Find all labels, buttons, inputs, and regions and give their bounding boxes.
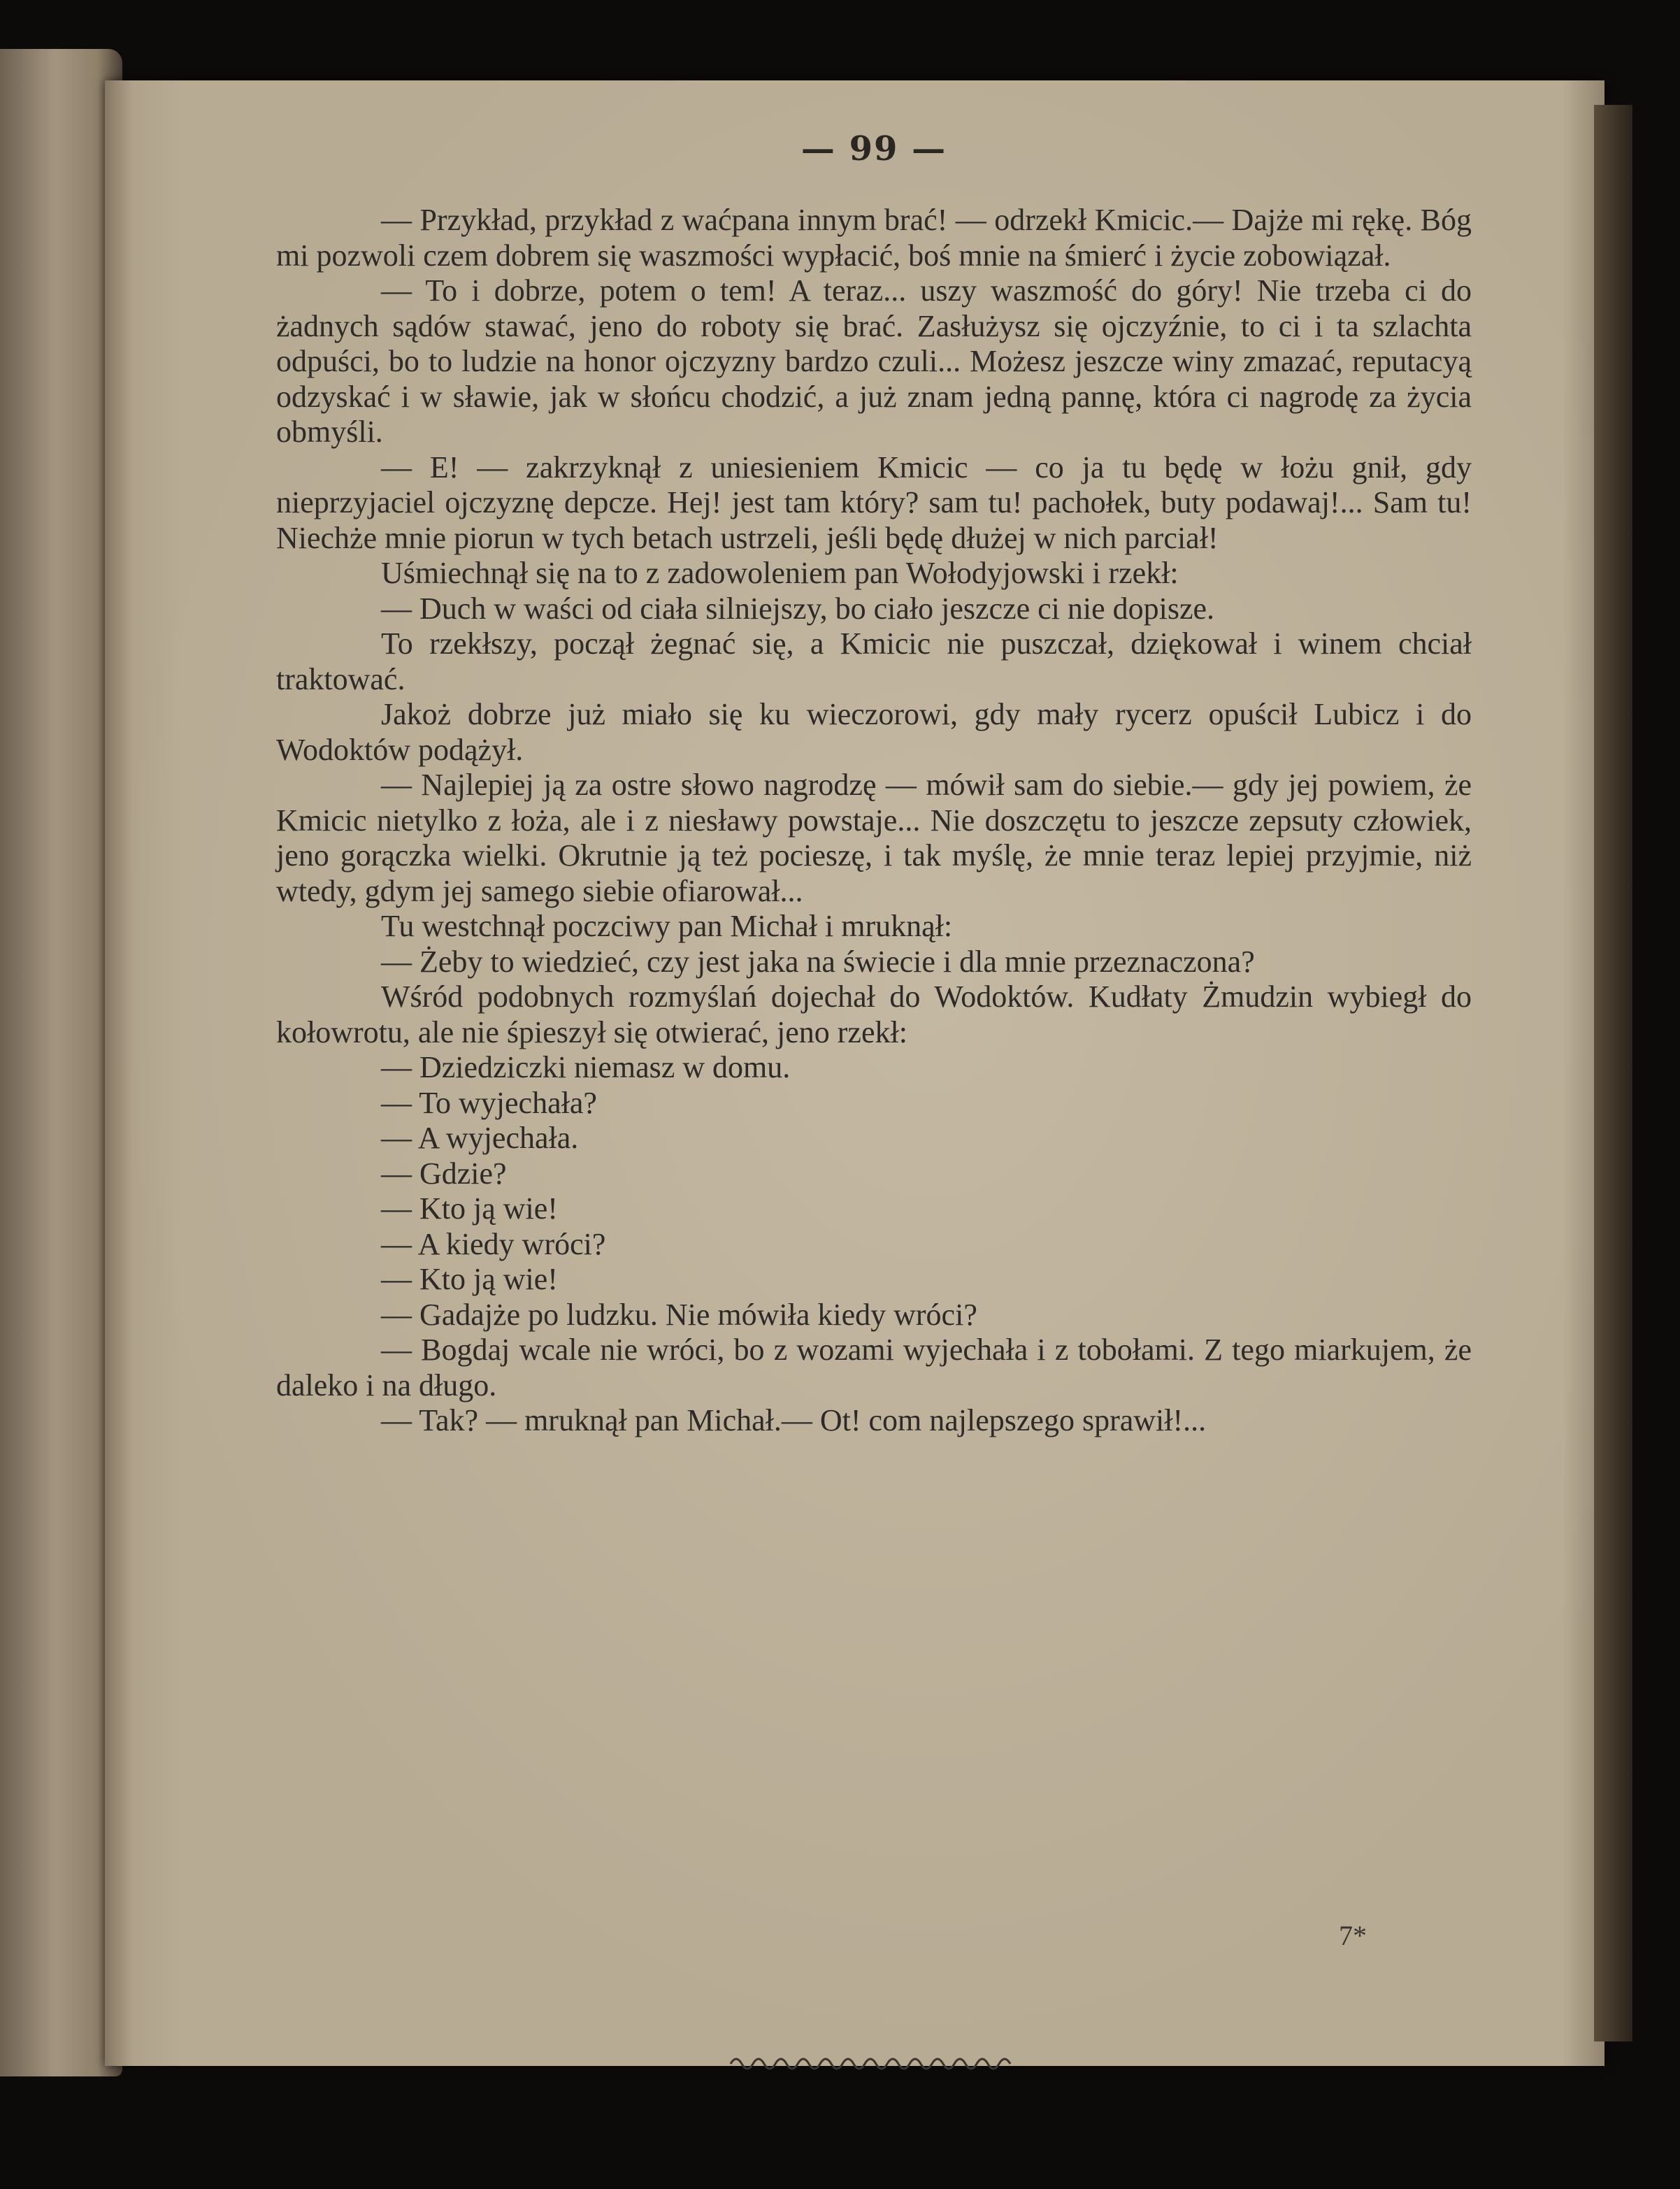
dialogue-line: — Bogdaj wcale nie wróci, bo z wozami wyjechała i z tobołami. Z tego miarkujem, że daleko i na długo. — [276, 1333, 1472, 1402]
paragraph: — Żeby to wiedzieć, czy jest jaka na świecie i dla mnie przeznaczona? — [381, 944, 1255, 979]
paragraph: Wśród podobnych rozmyślań dojechał do Wodoktów. Kudłaty Żmudzin wybiegł do kołowrotu, ale nie śpieszył się otwierać, jeno rzekł: — [276, 979, 1472, 1049]
paragraph: — Najlepiej ją za ostre słowo nagrodzę — mówił sam do siebie.— gdy jej powiem, że Kmicic nietylko z łoża, ale i z niesławy powstaje... Nie doszczętu to jeszcze zepsuty człowiek, jeno gorączka wielki. Okrutnie ją też pocieszę, i tak myślę, że mnie teraz lepiej przyjmie, niż wtedy, gdym jej samego siebie ofiarował... — [276, 768, 1472, 908]
signature-mark: 7* — [1339, 1920, 1367, 1951]
paragraph: Tu westchnął poczciwy pan Michał i mruknął: — [381, 909, 953, 943]
dialogue-line: — Gdzie? — [381, 1156, 507, 1191]
dialogue-line: — Kto ją wie! — [381, 1262, 558, 1296]
paragraph: — Przykład, przykład z waćpana innym brać! — odrzekł Kmicic.— Dajże mi rękę. Bóg mi pozwoli czem dobrem się waszmości wypłacić, boś mnie na śmierć i życie zobowiązał. — [276, 203, 1472, 273]
dialogue-line: — Dziedziczki niemasz w domu. — [381, 1050, 791, 1084]
paragraph: — E! — zakrzyknął z uniesieniem Kmicic — co ja tu będę w łożu gnił, gdy nieprzyjaciel ojczyznę depcze. Hej! jest tam który? sam tu! pachołek, buty podawaj!... Sam tu! Niechże mnie piorun w tych betach ustrzeli, jeśli będę dłużej w nich parciał! — [276, 450, 1472, 555]
dialogue-line: — A kiedy wróci? — [381, 1226, 606, 1261]
page-stack-edge — [1594, 105, 1632, 2041]
previous-page-edge — [0, 49, 122, 2076]
paragraph: — Duch w waści od ciała silniejszy, bo ciało jeszcze ci nie dopisze. — [381, 591, 1215, 626]
wavy-line-ornament — [727, 2048, 1021, 2076]
dialogue-line: — Kto ją wie! — [381, 1191, 558, 1226]
body-text — [276, 203, 1472, 1439]
dialogue-line: — Tak? — mruknął pan Michał.— Ot! com najlepszego sprawił!... — [381, 1403, 1207, 1437]
dialogue-line: — A wyjechała. — [381, 1121, 579, 1155]
dialogue-line: — To wyjechała? — [381, 1085, 597, 1120]
paragraph: Jakoż dobrze już miało się ku wieczorowi, gdy mały rycerz opuścił Lubicz i do Wodoktów podążył. — [276, 697, 1472, 767]
paragraph: — To i dobrze, potem o tem! A teraz... uszy waszmość do góry! Nie trzeba ci do żadnych sądów stawać, jeno do roboty się brać. Zasłużysz się ojczyźnie, to ci i ta szlachta odpuści, bo to ludzie na honor ojczyzny bardzo czuli... Możesz jeszcze winy zmazać, reputacyą odzyskać i w sławie, jak w słońcu chodzić, a już znam jedną pannę, która ci nagrodę za życia obmyśli. — [276, 273, 1472, 449]
page-number-header: — 99 — — [800, 129, 947, 168]
paragraph: Uśmiechnął się na to z zadowoleniem pan Wołodyjowski i rzekł: — [381, 556, 1179, 590]
dialogue-line: — Gadajże po ludzku. Nie mówiła kiedy wróci? — [381, 1297, 977, 1332]
paragraph: To rzekłszy, począł żegnać się, a Kmicic nie puszczał, dziękował i winem chciał traktować. — [276, 626, 1472, 696]
